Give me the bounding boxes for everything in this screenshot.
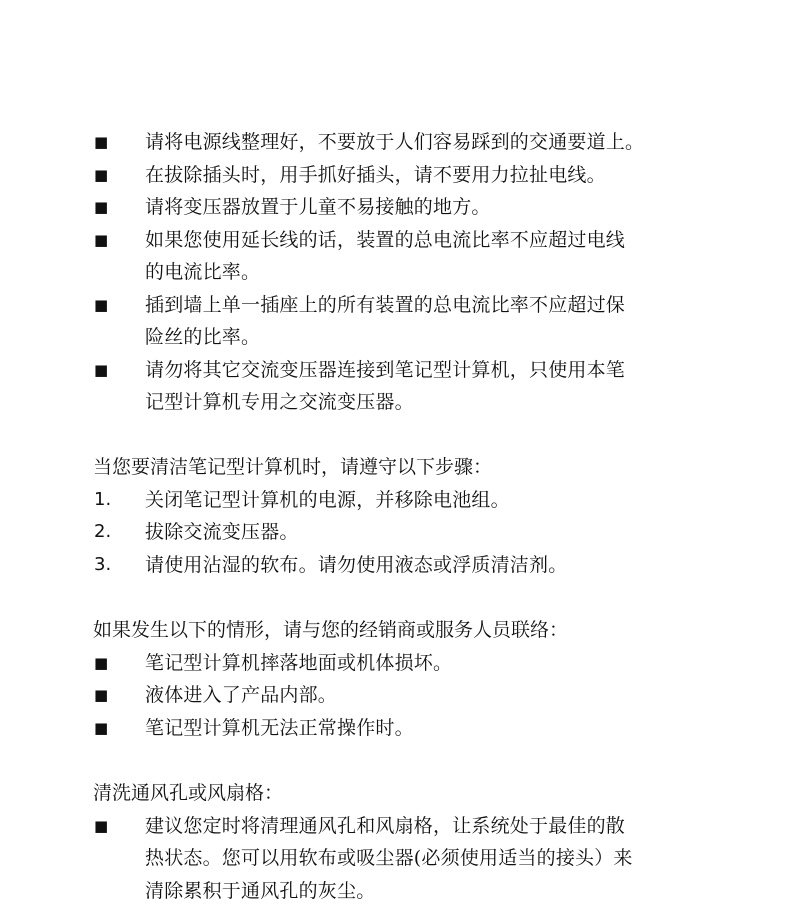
step-number: 2. (94, 516, 124, 549)
list-item (0, 224, 800, 257)
bullet-square-icon: ■ (94, 647, 124, 680)
list-item-text: 拔除交流变压器。 (145, 516, 705, 549)
list-item-text: 在拔除插头时，用手抓好插头，请不要用力拉扯电线。 (145, 159, 705, 192)
list-item (0, 679, 800, 712)
list-item-text: 笔记型计算机摔落地面或机体损坏。 (145, 647, 705, 680)
section-heading: 如果发生以下的情形，请与您的经销商或服务人员联络： (93, 614, 568, 647)
section-heading: 当您要清洁笔记型计算机时，请遵守以下步骤： (93, 451, 492, 484)
contact-dealer-section (0, 614, 800, 744)
bullet-square-icon: ■ (94, 679, 124, 712)
list-item-continuation (0, 842, 800, 875)
list-item-text: 记型计算机专用之交流变压器。 (145, 386, 705, 419)
cleaning-steps-section (0, 451, 800, 581)
bullet-square-icon: ■ (94, 224, 124, 257)
list-item-continuation (0, 321, 800, 354)
list-item-text: 险丝的比率。 (145, 321, 705, 354)
list-item (0, 159, 800, 192)
list-item-text: 如果您使用延长线的话，装置的总电流比率不应超过电线 (145, 224, 705, 257)
list-item-text: 液体进入了产品内部。 (145, 679, 705, 712)
list-item-text: 笔记型计算机无法正常操作时。 (145, 712, 705, 745)
list-item-text: 的电流比率。 (145, 256, 705, 289)
list-item-continuation (0, 386, 800, 419)
section-heading-row (0, 614, 800, 647)
list-item-text: 请使用沾湿的软布。请勿使用液态或浮质清洁剂。 (145, 549, 705, 582)
list-item (0, 289, 800, 322)
list-item (0, 647, 800, 680)
power-safety-list (0, 126, 800, 419)
vent-cleaning-section (0, 777, 800, 907)
list-item (0, 484, 800, 517)
list-item-text: 清除累积于通风孔的灰尘。 (145, 875, 705, 907)
step-number: 1. (94, 484, 124, 517)
bullet-square-icon: ■ (94, 191, 124, 224)
step-number: 3. (94, 549, 124, 582)
section-heading-row (0, 451, 800, 484)
list-item-text: 热状态。您可以用软布或吸尘器(必须使用适当的接头）来 (145, 842, 705, 875)
bullet-square-icon: ■ (94, 159, 124, 192)
list-item-text: 请将变压器放置于儿童不易接触的地方。 (145, 191, 705, 224)
list-item-text: 插到墙上单一插座上的所有装置的总电流比率不应超过保 (145, 289, 705, 322)
bullet-square-icon: ■ (94, 126, 124, 159)
section-heading: 清洗通风孔或风扇格： (93, 777, 283, 810)
list-item (0, 516, 800, 549)
bullet-square-icon: ■ (94, 810, 124, 843)
list-item (0, 549, 800, 582)
list-item-continuation (0, 256, 800, 289)
list-item (0, 126, 800, 159)
list-item-text: 建议您定时将清理通风孔和风扇格，让系统处于最佳的散 (145, 810, 705, 843)
list-item (0, 712, 800, 745)
bullet-square-icon: ■ (94, 354, 124, 387)
list-item (0, 810, 800, 843)
list-item-text: 请将电源线整理好，不要放于人们容易踩到的交通要道上。 (145, 126, 705, 159)
list-item (0, 354, 800, 387)
bullet-square-icon: ■ (94, 712, 124, 745)
list-item-text: 关闭笔记型计算机的电源，并移除电池组。 (145, 484, 705, 517)
list-item-text: 请勿将其它交流变压器连接到笔记型计算机，只使用本笔 (145, 354, 705, 387)
list-item-continuation (0, 875, 800, 907)
section-heading-row (0, 777, 800, 810)
bullet-square-icon: ■ (94, 289, 124, 322)
list-item (0, 191, 800, 224)
